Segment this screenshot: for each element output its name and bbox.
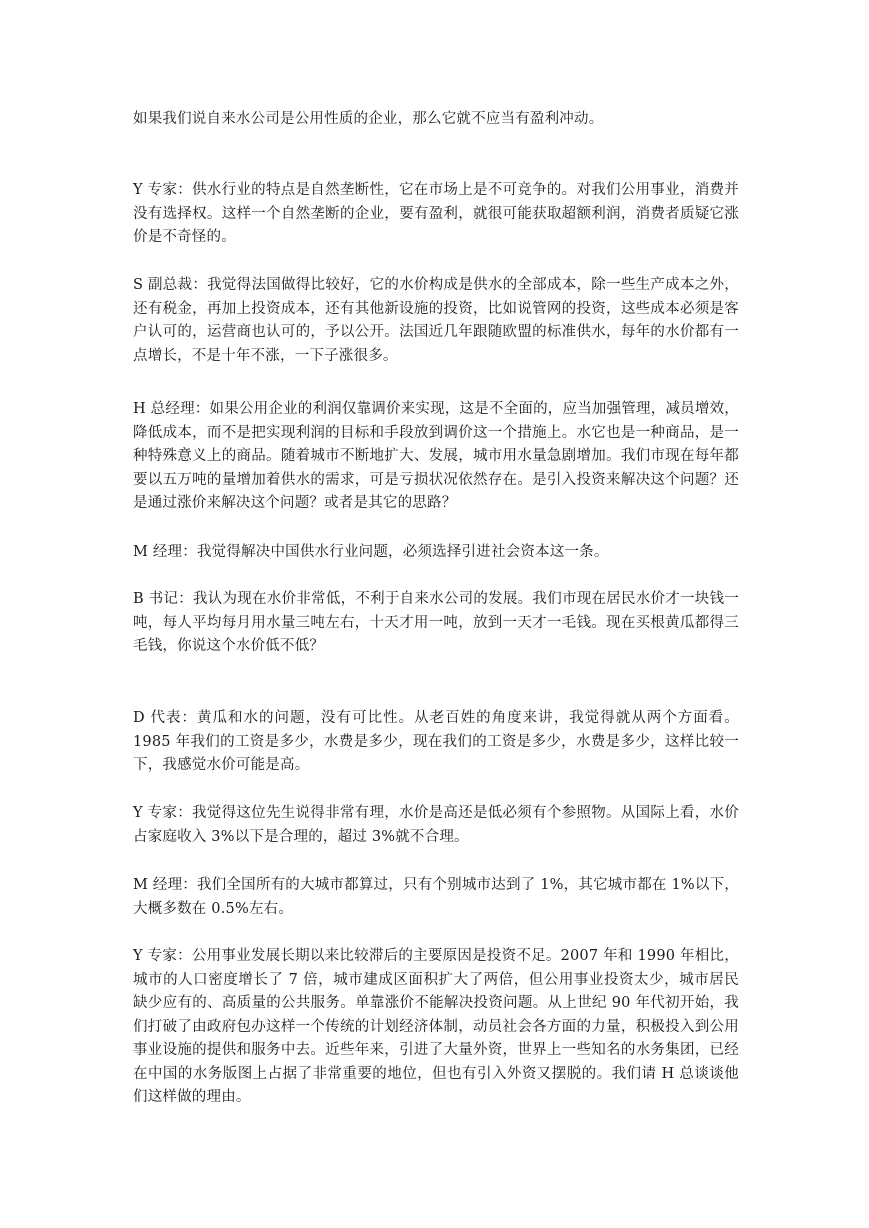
paragraph-m-manager-1: M 经理：我觉得解决中国供水行业问题，必须选择引进社会资本这一条。 <box>133 544 609 560</box>
paragraph-h-general-manager: H 总经理：如果公用企业的利润仅靠调价来实现，这是不全面的，应当加强管理，减员增效，降低成本，而不是把实现利润的目标和手段放到调价这一个措施上。水它也是一种商品，是一种特殊意义上的商品。随着城市不断地扩大、发展，城市用水量急剧增加。我们市现在每年都要以五万吨的量增加着供水的需求，可是亏损状况依然存在。是引入投资来解决这个问题？还是通过涨价来解决这个问题？或者是其它的思路？ <box>133 401 739 511</box>
paragraph-s-vice-president: S 副总裁：我觉得法国做得比较好，它的水价构成是供水的全部成本，除一些生产成本之外，还有税金，再加上投资成本，还有其他新设施的投资，比如说管网的投资，这些成本必须是客户认可的，运营商也认可的，予以公开。法国近几年跟随欧盟的标准供水，每年的水价都有一点增长，不是十年不涨，一下子涨很多。 <box>133 277 739 364</box>
paragraph-b-secretary: B 书记：我认为现在水价非常低，不利于自来水公司的发展。我们市现在居民水价才一块钱一吨，每人平均每月用水量三吨左右，十天才用一吨，放到一天才一毛钱。现在买根黄瓜都得三毛钱，你说这个水价低不低？ <box>133 591 739 654</box>
paragraph-m-manager-2: M 经理：我们全国所有的大城市都算过，只有个别城市达到了 1%，其它城市都在 1%以下，大概多数在 0.5%左右。 <box>133 877 739 917</box>
paragraph-y-expert-1: Y 专家：供水行业的特点是自然垄断性，它在市场上是不可竞争的。对我们公用事业，消费并没有选择权。这样一个自然垄断的企业，要有盈利，就很可能获取超额利润，消费者质疑它涨价是不奇怪的。 <box>133 182 739 245</box>
paragraph-y-expert-3: Y 专家：公用事业发展长期以来比较滞后的主要原因是投资不足。2007 年和 1990 年相比，城市的人口密度增长了 7 倍，城市建成区面积扩大了两倍，但公用事业投资太少，城市居民缺少应有的、高质量的公共服务。单靠涨价不能解决投资问题。从上世纪 90 年代初开始，我们打破了由政府包办这样一个传统的计划经济体制，动员社会各方面的力量，积极投入到公用事业设施的提供和服务中去。近些年来，引进了大量外资，世界上一些知名的水务集团，已经在中国的水务版图上占据了非常重要的地位，但也有引入外资又摆脱的。我们请 H 总谈谈他们这样做的理由。 <box>133 948 739 1105</box>
paragraph-y-expert-2: Y 专家：我觉得这位先生说得非常有理，水价是高还是低必须有个参照物。从国际上看，水价占家庭收入 3%以下是合理的，超过 3%就不合理。 <box>133 805 739 845</box>
paragraph-d-representative: D 代表：黄瓜和水的问题，没有可比性。从老百姓的角度来讲，我觉得就从两个方面看。1985 年我们的工资是多少，水费是多少，现在我们的工资是多少，水费是多少，这样比较一下，我感觉水价可能是高。 <box>133 710 739 773</box>
paragraph-intro: 如果我们说自来水公司是公用性质的企业，那么它就不应当有盈利冲动。 <box>133 111 604 127</box>
